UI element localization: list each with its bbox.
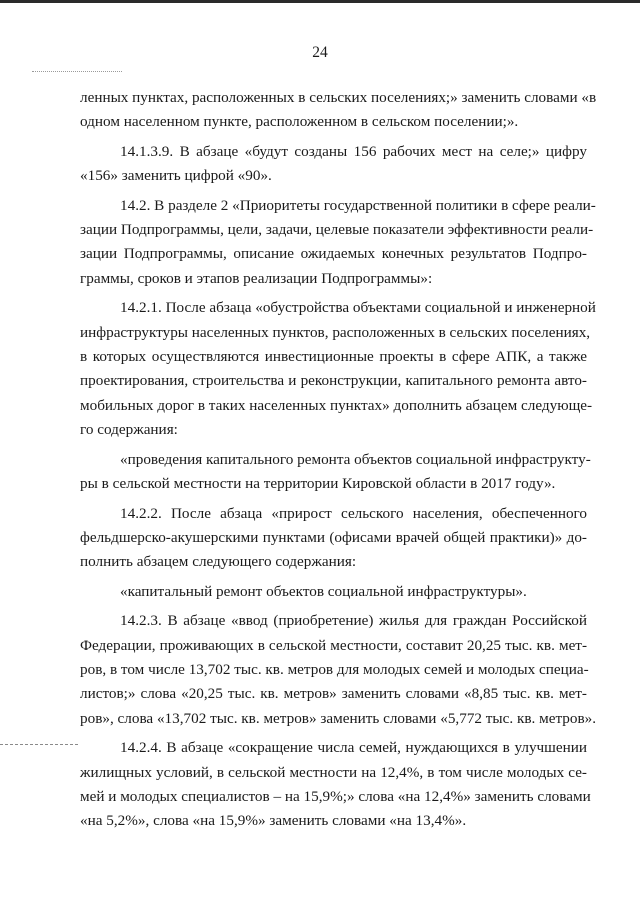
text-line: 14.2.3. В абзаце «ввод (приобретение) жилья для граждан Российской	[120, 612, 587, 630]
paragraph	[80, 502, 587, 575]
scan-artifact	[32, 71, 122, 73]
text-line: проектирования, строительства и реконструкции, капитального ремонта авто-	[80, 372, 587, 390]
text-line: ры в сельской местности на территории Кировской области в 2017 году».	[80, 475, 556, 493]
text-line: ров», слова «13,702 тыс. кв. метров» заменить словами «5,772 тыс. кв. метров».	[80, 709, 597, 727]
paragraph	[80, 194, 596, 292]
text-line: мобильных дорог в таких населенных пунктах» дополнить абзацем следующе-	[80, 396, 593, 414]
text-line: ленных пунктах, расположенных в сельских поселениях;» заменить словами «в	[80, 89, 597, 106]
text-line: го содержания:	[80, 421, 178, 439]
paragraph	[80, 140, 587, 189]
text-line: мей и молодых специалистов – на 15,9%;» слова «на 12,4%» заменить словами	[80, 787, 591, 805]
text-line: Федерации, проживающих в сельской местности, составит 20,25 тыс. кв. мет-	[80, 636, 587, 654]
text-line: одном населенном пункте, расположенном в сельском поселении;».	[80, 113, 519, 131]
text-line: «156» заменить цифрой «90».	[80, 167, 272, 185]
page-number: 24	[312, 44, 328, 61]
text-line: инфраструктуры населенных пунктов, расположенных в сельских поселениях,	[80, 323, 591, 341]
paragraph	[80, 448, 591, 497]
text-line: «на 5,2%», слова «на 15,9%» заменить словами «на 13,4%».	[80, 812, 467, 830]
page-top-border	[0, 0, 640, 3]
text-line: жилищных условий, в сельской местности на 12,4%, в том числе молодых се-	[80, 763, 587, 781]
text-line: 14.2. В разделе 2 «Приоритеты государственной политики в сфере реали-	[120, 196, 596, 214]
text-line: фельдшерско-акушерскими пунктами (офисами врачей общей практики)» до-	[80, 528, 587, 546]
text-line: листов;» слова «20,25 тыс. кв. метров» заменить словами «8,85 тыс. кв. мет-	[80, 685, 587, 703]
text-line: ров, в том числе 13,702 тыс. кв. метров для молодых семей и молодых специа-	[80, 660, 589, 678]
text-line: 14.2.1. После абзаца «обустройства объектами социальной и инженерной	[120, 299, 596, 317]
text-line: «капитальный ремонт объектов социальной инфраструктуры».	[120, 582, 527, 600]
document-body	[80, 86, 597, 834]
text-line: «проведения капитального ремонта объектов социальной инфраструкту-	[120, 450, 591, 468]
text-line: 14.2.4. В абзаце «сокращение числа семей, нуждающихся в улучшении	[120, 739, 587, 757]
text-line: граммы, сроков и этапов реализации Подпрограммы»:	[80, 269, 433, 287]
paragraph	[80, 609, 597, 731]
text-line: 14.1.3.9. В абзаце «будут созданы 156 рабочих мест на селе;» цифру	[120, 142, 587, 160]
text-line: зации Подпрограммы, цели, задачи, целевые показатели эффективности реали-	[80, 221, 594, 239]
paragraph	[80, 86, 597, 135]
paragraph	[80, 736, 591, 834]
scan-artifact	[0, 744, 78, 746]
text-line: в которых осуществляются инвестиционные проекты в сфере АПК, а также	[80, 348, 587, 366]
paragraph	[80, 296, 596, 442]
text-line: 14.2.2. После абзаца «прирост сельского населения, обеспеченного	[120, 504, 587, 522]
text-line: зации Подпрограммы, описание ожидаемых конечных результатов Подпро-	[80, 245, 587, 263]
paragraph	[80, 580, 587, 604]
text-line: полнить абзацем следующего содержания:	[80, 553, 357, 571]
